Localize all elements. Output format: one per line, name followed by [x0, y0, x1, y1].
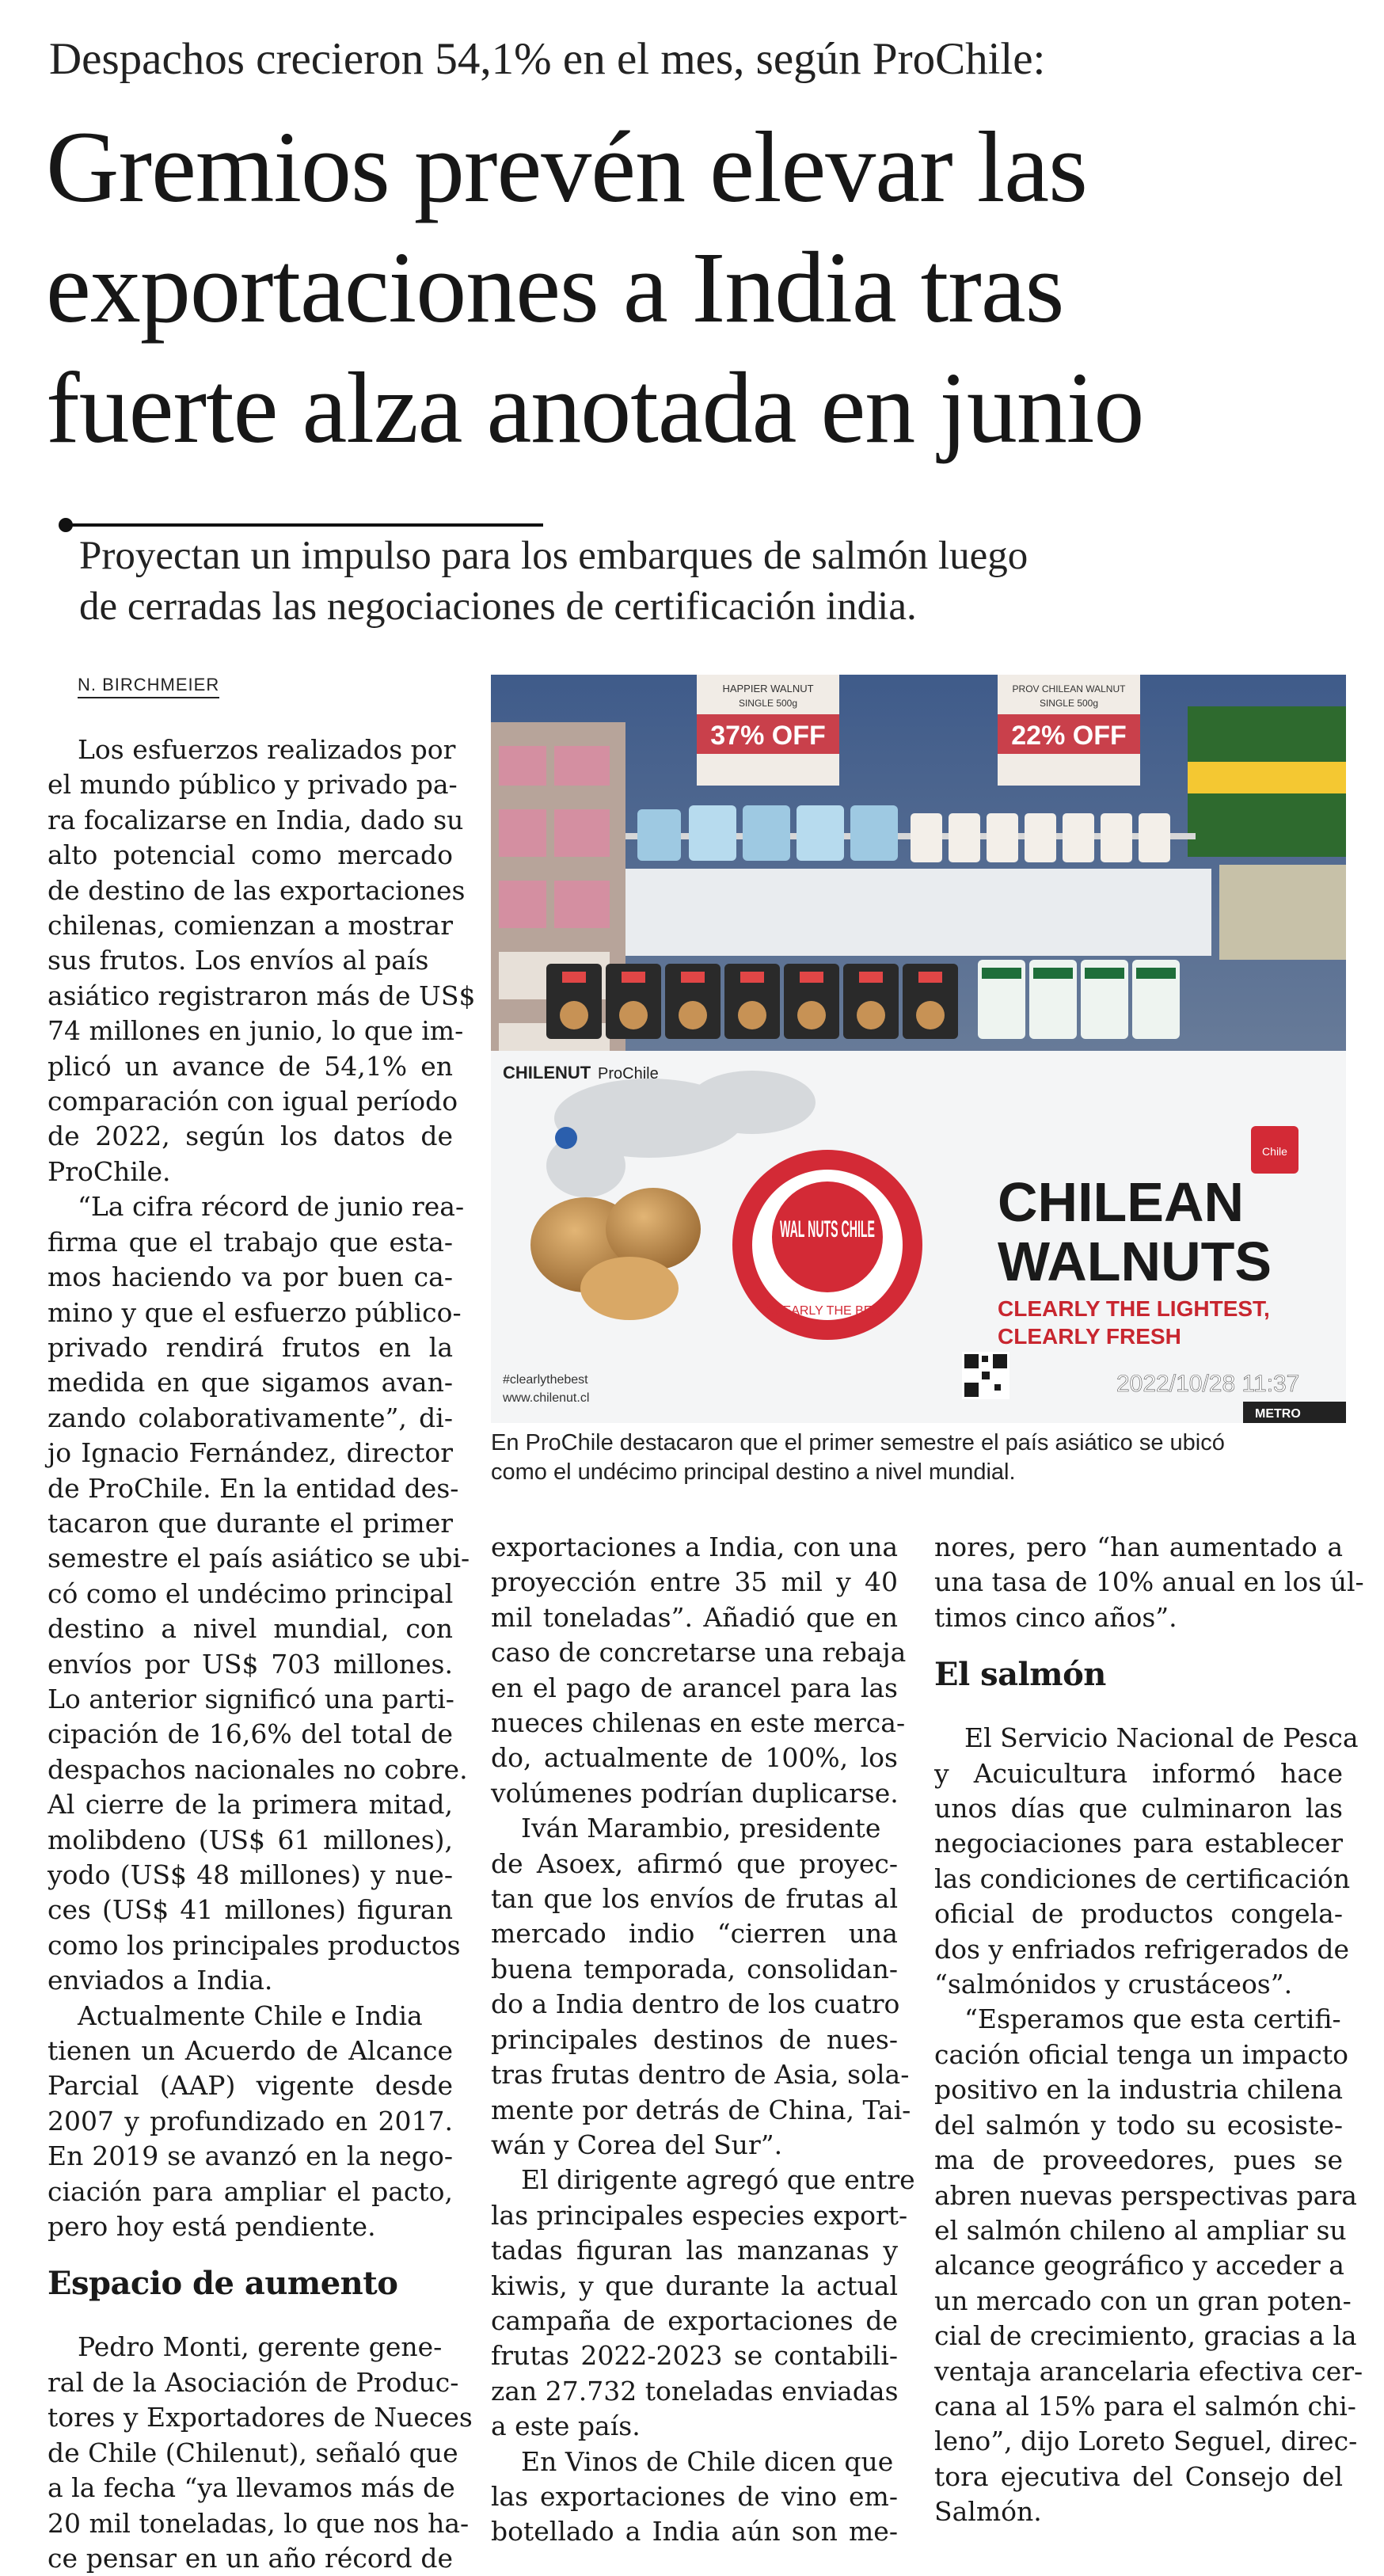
- article-line: tores y Exportadores de Nueces: [48, 2402, 473, 2433]
- subheadline-line: de cerradas las negociaciones de certificación india.: [79, 584, 917, 629]
- article-line: “Esperamos que esta certifi-: [964, 2003, 1341, 2035]
- article-line: Al cierre de la primera mitad,: [48, 1789, 453, 1821]
- article-line: las exportaciones de vino em-: [491, 2480, 898, 2512]
- article-line: firma que el trabajo que esta-: [48, 1226, 453, 1258]
- article-line: una tasa de 10% anual en los úl-: [934, 1566, 1364, 1598]
- prochile-brand: ProChile: [598, 1065, 659, 1083]
- rule-bar: [63, 523, 543, 527]
- article-line: privado rendirá frutos en la: [48, 1331, 453, 1363]
- store-display-photo: [491, 675, 1346, 1423]
- article-line: comparación con igual período: [48, 1086, 458, 1117]
- price-sign-left-sub: SINGLE 500g: [738, 698, 798, 709]
- hashtag: #clearlythebest: [503, 1373, 588, 1387]
- article-line: zando colaborativamente”, di-: [48, 1402, 453, 1433]
- article-line: ciación para ampliar el pacto,: [48, 2175, 453, 2207]
- article-line: exportaciones a India, con una: [491, 1532, 899, 1562]
- article-line: botellado a India aún son me-: [491, 2516, 898, 2547]
- article-line: destino a nivel mundial, con: [48, 1613, 453, 1645]
- article-line: ral de la Asociación de Produc-: [48, 2366, 459, 2398]
- article-line: envíos por US$ 703 millones.: [48, 1648, 453, 1680]
- caption-line: como el undécimo principal destino a nivel mundial.: [491, 1459, 1016, 1485]
- price-sign-left-title: HAPPIER WALNUT: [722, 683, 814, 694]
- article-line: plicó un avance de 54,1% en: [48, 1050, 453, 1082]
- article-line: de Asoex, afirmó que proyec-: [491, 1847, 898, 1879]
- article-line: tacaron que durante el primer: [48, 1507, 453, 1539]
- walnuts-chile-logo: [732, 1150, 922, 1340]
- article-line: 2007 y profundizado en 2017.: [48, 2105, 453, 2137]
- article-line: sus frutos. Los envíos al país: [48, 945, 429, 976]
- article-line: chilenas, comienzan a mostrar: [48, 910, 453, 942]
- article-line: Pedro Monti, gerente gene-: [78, 2331, 443, 2363]
- article-line: de ProChile. En la entidad des-: [48, 1472, 459, 1504]
- article-line: El dirigente agregó que entre: [521, 2164, 915, 2196]
- article-line: proyección entre 35 mil y 40: [491, 1566, 898, 1598]
- qr-code: [962, 1352, 1009, 1399]
- article-line: del salmón y todo su ecosiste-: [934, 2109, 1343, 2140]
- article-line: “salmónidos y crustáceos”.: [934, 1969, 1293, 2000]
- article-line: kiwis, y que durante la actual: [491, 2270, 898, 2301]
- article-line: caso de concretarse una rebaja: [491, 1637, 907, 1669]
- article-line: campaña de exportaciones de: [491, 2304, 898, 2336]
- article-line: las condiciones de certificación: [934, 1863, 1351, 1894]
- article-line: tras frutas dentro de Asia, sola-: [491, 2059, 910, 2091]
- kicker: Despachos crecieron 54,1% en el mes, según ProChile:: [49, 34, 1046, 84]
- article-line: y Acuicultura informó hace: [934, 1757, 1343, 1789]
- article-line: oficial de productos congela-: [934, 1898, 1343, 1930]
- article-line: un mercado con un gran poten-: [934, 2285, 1352, 2316]
- article-line: tadas figuran las manzanas y: [491, 2235, 898, 2266]
- headline: [46, 107, 1368, 468]
- article-line: asiático registraron más de US$: [48, 980, 476, 1011]
- article-line: a este país.: [491, 2410, 641, 2442]
- article-column-2: [491, 1530, 915, 2550]
- walnuts-logo-tagline: CLEARLY THE BEST: [766, 1304, 888, 1318]
- article-line: tora ejecutiva del Consejo del: [934, 2460, 1343, 2492]
- chile-tag: Chile: [1262, 1145, 1287, 1158]
- article-line: volúmenes podrían duplicarse.: [491, 1777, 899, 1809]
- article-line: ventaja arancelaria efectiva cer-: [934, 2355, 1363, 2387]
- article-line: nueces chilenas en este merca-: [491, 1707, 906, 1739]
- website: www.chilenut.cl: [503, 1391, 590, 1405]
- article-line: ProChile.: [48, 1155, 171, 1187]
- article-line: despachos nacionales no cobre.: [48, 1753, 468, 1785]
- article-line: ce pensar en un año récord de: [48, 2542, 453, 2574]
- subheadline-line: Proyectan un impulso para los embarques de salmón luego: [79, 534, 1028, 578]
- article-line: Lo anterior significó una parti-: [48, 1683, 454, 1714]
- article-line: ra focalizarse en India, dado su: [48, 804, 464, 835]
- article-line: yodo (US$ 48 millones) y nue-: [48, 1859, 453, 1890]
- price-sign-right-title: PROV CHILEAN WALNUT: [1012, 683, 1126, 694]
- store-tag: METRO: [1255, 1407, 1301, 1421]
- article-line: molibdeno (US$ 61 millones),: [48, 1824, 453, 1855]
- banner-title-2: WALNUTS: [998, 1231, 1272, 1292]
- article-line: Iván Marambio, presidente: [521, 1813, 881, 1844]
- article-line: de Chile (Chilenut), señaló que: [48, 2437, 458, 2468]
- article-line: Salmón.: [934, 2496, 1042, 2528]
- article-line: có como el undécimo principal: [48, 1577, 454, 1609]
- article-line: 74 millones en junio, lo que im-: [48, 1015, 464, 1047]
- article-line: El Servicio Nacional de Pesca: [964, 1722, 1359, 1754]
- article-line: Parcial (AAP) vigente desde: [48, 2070, 453, 2102]
- article-line: medida en que sigamos avan-: [48, 1367, 453, 1398]
- article-line: de 2022, según los datos de: [48, 1121, 453, 1152]
- article-line: do a India dentro de los cuatro: [491, 1988, 900, 2020]
- article-line: En Vinos de Chile dicen que: [521, 2445, 894, 2477]
- article-line: 20 mil toneladas, lo que nos ha-: [48, 2507, 470, 2539]
- article-line: Actualmente Chile e India: [78, 2000, 423, 2031]
- article-line: en el pago de arancel para las: [491, 1672, 898, 1703]
- article-line: unos días que culminaron las: [934, 1793, 1343, 1825]
- article-line: tienen un Acuerdo de Alcance: [48, 2035, 453, 2067]
- article-line: mino y que el esfuerzo público-: [48, 1296, 462, 1328]
- article-column-3: [934, 1530, 1364, 2530]
- article-line: ma de proveedores, pues se: [934, 2144, 1343, 2176]
- article-line: alcance geográfico y acceder a: [934, 2250, 1344, 2281]
- price-sign-left-discount: 37% OFF: [710, 721, 826, 751]
- article-line: ces (US$ 41 millones) figuran: [48, 1894, 453, 1926]
- banner-title-1: CHILEAN: [998, 1171, 1245, 1233]
- article-line: En 2019 se avanzó en la nego-: [48, 2140, 453, 2172]
- article-line: cipación de 16,6% del total de: [48, 1718, 453, 1750]
- chilenut-brand: CHILENUT: [503, 1063, 591, 1083]
- article-line: negociaciones para establecer: [934, 1828, 1343, 1859]
- article-line: frutas 2022-2023 se contabili-: [491, 2340, 898, 2372]
- article-line: timos cinco años”.: [934, 1601, 1177, 1633]
- price-sign-right-discount: 22% OFF: [1011, 721, 1127, 751]
- article-line: positivo en la industria chilena: [934, 2074, 1343, 2106]
- article-line: “La cifra récord de junio rea-: [78, 1191, 465, 1223]
- article-line: dos y enfriados refrigerados de: [934, 1933, 1349, 1965]
- article-line: pero hoy está pendiente.: [48, 2211, 376, 2243]
- photo-caption: [491, 1429, 1354, 1487]
- article-line: abren nuevas perspectivas para: [934, 2179, 1357, 2211]
- article-line: cana al 15% para el salmón chi-: [934, 2390, 1356, 2422]
- article-line: zan 27.732 toneladas enviadas: [491, 2375, 899, 2407]
- banner-sub-1: CLEARLY THE LIGHTEST,: [998, 1296, 1270, 1321]
- article-line: nores, pero “han aumentado a: [934, 1532, 1343, 1562]
- caption-line: En ProChile destacaron que el primer semestre el país asiático se ubicó: [491, 1430, 1225, 1455]
- walnuts-logo-text: WAL NUTS CHILE: [780, 1216, 875, 1242]
- article-line: tan que los envíos de frutas al: [491, 1883, 898, 1915]
- article-line: mos haciendo va por buen ca-: [48, 1261, 453, 1293]
- headline-line: Gremios prevén elevar las: [46, 111, 1087, 223]
- article-line: principales destinos de nues-: [491, 2023, 898, 2055]
- article-column-1: [48, 732, 476, 2576]
- article-line: a la fecha “ya llevamos más de: [48, 2472, 455, 2504]
- article-line: mente por detrás de China, Tai-: [491, 2094, 911, 2125]
- banner-sub-2: CLEARLY FRESH: [998, 1324, 1181, 1349]
- subheadline: [79, 531, 1346, 632]
- article-line: mercado indio “cierren una: [491, 1918, 898, 1950]
- article-line: buena temporada, consolidan-: [491, 1953, 898, 1984]
- article-line: el mundo público y privado pa-: [48, 769, 458, 801]
- article-line: Los esfuerzos realizados por: [78, 734, 456, 765]
- article-line: semestre el país asiático se ubi-: [48, 1543, 470, 1574]
- article-line: mil toneladas”. Añadió que en: [491, 1601, 898, 1633]
- article-line: cial de crecimiento, gracias a la: [934, 2320, 1357, 2352]
- article-line: alto potencial como mercado: [48, 839, 453, 871]
- article-line: las principales especies export-: [491, 2199, 908, 2231]
- byline: N. BIRCHMEIER: [78, 675, 219, 698]
- headline-line: exportaciones a India tras: [46, 231, 1064, 344]
- article-line: leno”, dijo Loreto Seguel, direc-: [934, 2426, 1358, 2457]
- article-line: enviados a India.: [48, 1965, 273, 1996]
- photo-timestamp: 2022/10/28 11:37: [1116, 1371, 1300, 1397]
- article-line: jo Ignacio Fernández, director: [48, 1437, 453, 1469]
- section-heading: Espacio de aumento: [48, 2265, 398, 2303]
- article-line: do, actualmente de 100%, los: [491, 1742, 898, 1774]
- article-line: el salmón chileno al ampliar su: [934, 2214, 1347, 2246]
- photo-illustration: [491, 675, 1346, 1423]
- headline-line: fuerte alza anotada en junio: [46, 352, 1144, 464]
- section-heading: El salmón: [934, 1656, 1106, 1694]
- article-line: wán y Corea del Sur”.: [491, 2129, 783, 2160]
- article-line: cación oficial tenga un impacto: [934, 2038, 1349, 2070]
- article-line: como los principales productos: [48, 1929, 461, 1961]
- price-sign-right-sub: SINGLE 500g: [1039, 698, 1099, 709]
- article-line: de destino de las exportaciones: [48, 874, 466, 906]
